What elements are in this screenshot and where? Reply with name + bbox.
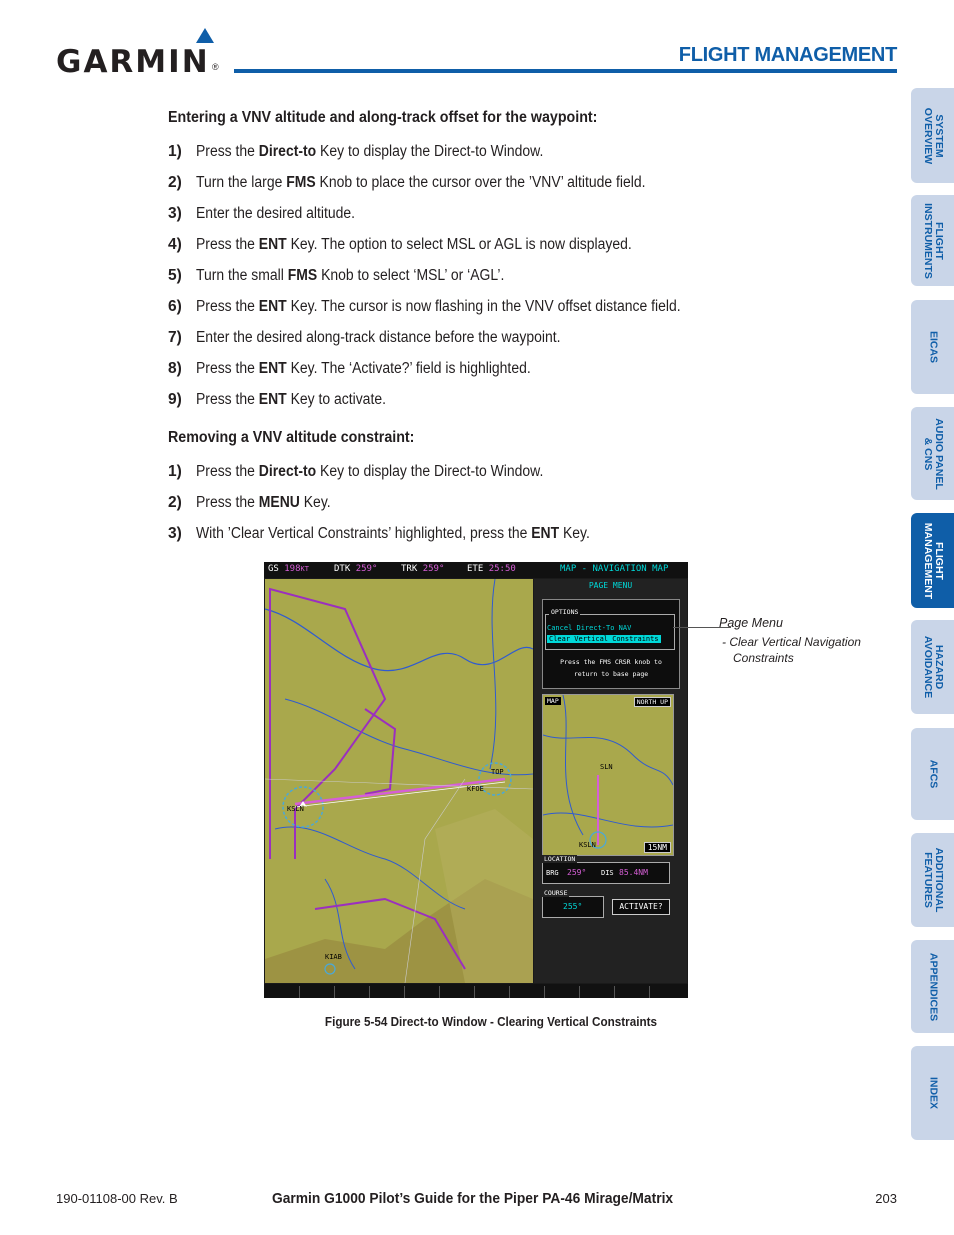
step-item: 6) Press the ENT Key. The cursor is now flashing in the VNV offset distance field. [168, 298, 681, 315]
map-page-title: MAP - NAVIGATION MAP [560, 564, 669, 574]
course-field[interactable]: 255° [542, 896, 604, 918]
procedure-heading-vnv-entry: Entering a VNV altitude and along-track offset for the waypoint: [168, 109, 598, 126]
garmin-logo [56, 28, 221, 78]
softkey-bar [264, 984, 688, 998]
direct-to-inset-map [542, 694, 674, 856]
procedure-steps-vnv-remove [168, 463, 728, 556]
map-terrain-svg [265, 579, 533, 983]
step-item: 8) Press the ENT Key. The ‘Activate?’ field is highlighted. [168, 360, 531, 377]
bearing-value: 259° [567, 868, 587, 877]
tab-additional-features[interactable]: ADDITIONAL FEATURES [911, 833, 954, 927]
tab-system-overview[interactable]: SYSTEM OVERVIEW [911, 88, 954, 183]
step-item: 7) Enter the desired along-track distance before the waypoint. [168, 329, 561, 346]
figure-caption: Figure 5-54 Direct-to Window - Clearing Vertical Constraints [324, 1014, 658, 1029]
footer-page-number: 203 [875, 1191, 897, 1206]
nav-status-bar: GS 198KT DTK 259° TRK 259° ETE 25:50 MAP - NAVIGATION MAP [264, 562, 688, 578]
step-item: 2) Turn the large FMS Knob to place the cursor over the ’VNV’ altitude field. [168, 174, 646, 191]
step-item: 1) Press the Direct-to Key to display the Direct-to Window. [168, 463, 544, 480]
step-item: 3) Enter the desired altitude. [168, 205, 355, 222]
callout-title: Page Menu [719, 616, 783, 630]
step-item: 9) Press the ENT Key to activate. [168, 391, 386, 408]
header-rule [234, 69, 897, 73]
step-item: 2) Press the MENU Key. [168, 494, 331, 511]
page-menu-title: PAGE MENU [588, 581, 633, 590]
options-label: OPTIONS [551, 608, 579, 616]
step-item: 4) Press the ENT Key. The option to select MSL or AGL is now displayed. [168, 236, 632, 253]
map-waypoint-label: TOP [491, 768, 504, 776]
step-item: 5) Turn the small FMS Knob to select ‘MSL’ or ‘AGL’. [168, 267, 505, 284]
tab-index[interactable]: INDEX [911, 1046, 954, 1140]
tab-hazard-avoidance[interactable]: HAZARD AVOIDANCE [911, 620, 954, 714]
map-waypoint-label: KSLN [287, 805, 304, 813]
location-label: LOCATION [544, 855, 576, 863]
north-up-indicator: NORTH UP [634, 697, 671, 707]
g1000-screen-figure [264, 562, 688, 998]
page-menu-instruction: Press the FMS CRSR knob to return to base page [560, 658, 662, 678]
tab-flight-management[interactable]: FLIGHT MANAGEMENT [911, 513, 954, 608]
map-right-panel [534, 579, 687, 983]
callout-description: - Clear Vertical Navigation Constraints [722, 635, 861, 665]
tab-afcs[interactable]: AFCS [911, 728, 954, 820]
menu-item-clear-vertical-constraints[interactable]: Clear Vertical Constraints [549, 635, 659, 643]
footer-doc-number: 190-01108-00 Rev. B [56, 1191, 178, 1206]
inset-waypoint-label: SLN [600, 763, 613, 771]
page-menu-window [542, 599, 680, 689]
main-content [168, 109, 728, 556]
footer-guide-title: Garmin G1000 Pilot’s Guide for the Piper PA-46 Mirage/Matrix [272, 1190, 674, 1207]
map-waypoint-label: KFOE [467, 785, 484, 793]
map-range-indicator: 15NM [644, 842, 671, 853]
page-menu-options-box [545, 614, 675, 650]
tab-flight-instruments[interactable]: FLIGHT INSTRUMENTS [911, 195, 954, 286]
tab-eicas[interactable]: EICAS [911, 300, 954, 394]
logo-triangle-icon [196, 28, 214, 43]
map-waypoint-label: KIAB [325, 953, 342, 961]
activate-button[interactable]: ACTIVATE? [612, 899, 670, 915]
navigation-map[interactable] [265, 579, 533, 983]
menu-item-cancel-direct-to[interactable]: Cancel Direct-To NAV [547, 624, 632, 632]
inset-waypoint-label: KSLN [579, 841, 596, 849]
procedure-steps-vnv-entry [168, 143, 728, 422]
logo-registered-mark: ® [212, 62, 219, 72]
procedure-heading-vnv-remove: Removing a VNV altitude constraint: [168, 429, 415, 446]
tab-audio-panel-cns[interactable]: AUDIO PANEL & CNS [911, 407, 954, 500]
course-label: COURSE [544, 889, 568, 897]
distance-value: 85.4NM [619, 868, 648, 877]
inset-map-svg [543, 695, 673, 855]
tab-appendices[interactable]: APPENDICES [911, 940, 954, 1033]
logo-text: GARMIN [56, 44, 210, 80]
step-item: 1) Press the Direct-to Key to display the Direct-to Window. [168, 143, 544, 160]
section-title: FLIGHT MANAGEMENT [678, 44, 897, 66]
step-item: 3) With ’Clear Vertical Constraints’ highlighted, press the ENT Key. [168, 525, 590, 542]
location-field: BRG 259° DIS 85.4NM [542, 862, 670, 884]
inset-map-label: MAP [547, 697, 559, 705]
